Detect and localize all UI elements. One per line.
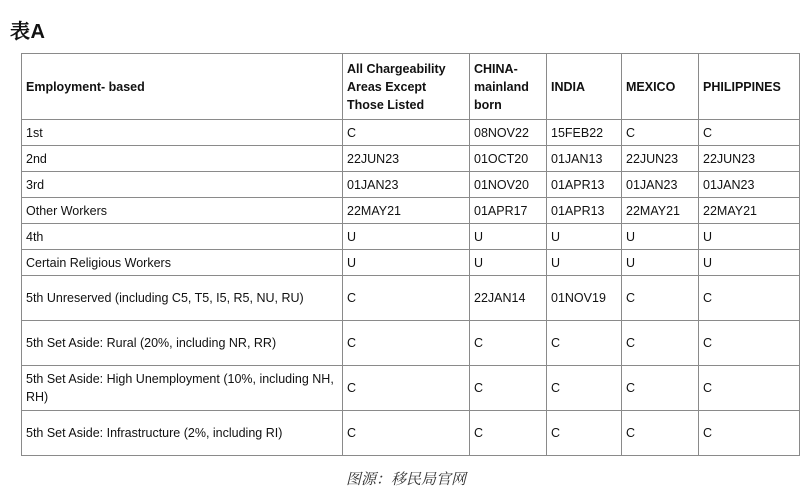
table-cell: C — [622, 411, 699, 456]
table-cell: U — [470, 224, 547, 250]
table-cell: 01OCT20 — [470, 146, 547, 172]
table-cell: C — [343, 120, 470, 146]
table-cell: U — [547, 250, 622, 276]
table-cell: C — [343, 321, 470, 366]
row-label: 5th Set Aside: Infrastructure (2%, including RI) — [22, 411, 343, 456]
row-label: 1st — [22, 120, 343, 146]
table-cell: 01JAN23 — [343, 172, 470, 198]
table-cell: U — [622, 250, 699, 276]
table-cell: C — [699, 120, 800, 146]
row-label: 5th Set Aside: Rural (20%, including NR, RR) — [22, 321, 343, 366]
table-cell: C — [622, 366, 699, 411]
table-cell: 22JUN23 — [699, 146, 800, 172]
table-cell: C — [699, 411, 800, 456]
table-row — [22, 120, 800, 146]
table-cell: 01APR13 — [547, 172, 622, 198]
table-cell: C — [699, 321, 800, 366]
table-row — [22, 224, 800, 250]
table-cell: C — [699, 276, 800, 321]
table-cell: C — [470, 411, 547, 456]
table-cell: C — [622, 276, 699, 321]
table-cell: C — [470, 321, 547, 366]
table-cell: U — [699, 250, 800, 276]
row-label: Certain Religious Workers — [22, 250, 343, 276]
table-cell: C — [470, 366, 547, 411]
table-cell: 22JUN23 — [343, 146, 470, 172]
table-cell: 01APR13 — [547, 198, 622, 224]
table-cell: 01NOV20 — [470, 172, 547, 198]
table-row — [22, 172, 800, 198]
row-label: 3rd — [22, 172, 343, 198]
table-cell: C — [622, 321, 699, 366]
table-row — [22, 146, 800, 172]
table-row — [22, 321, 800, 366]
table-cell: C — [547, 366, 622, 411]
column-header-china: CHINA- mainland born — [470, 54, 547, 120]
table-cell: C — [343, 276, 470, 321]
table-cell: C — [547, 411, 622, 456]
column-header-philippines: PHILIPPINES — [699, 54, 800, 120]
column-header-all-areas: All Chargeability Areas Except Those Listed — [343, 54, 470, 120]
table-cell: U — [343, 224, 470, 250]
page-title: 表A — [10, 21, 46, 43]
table-row — [22, 198, 800, 224]
table-cell: C — [699, 366, 800, 411]
table-cell: 22JAN14 — [470, 276, 547, 321]
table-cell: U — [343, 250, 470, 276]
row-label: 4th — [22, 224, 343, 250]
table-cell: 22MAY21 — [343, 198, 470, 224]
table-cell: 01APR17 — [470, 198, 547, 224]
table-cell: 15FEB22 — [547, 120, 622, 146]
table-cell: C — [547, 321, 622, 366]
table-row — [22, 250, 800, 276]
column-header-category: Employment- based — [22, 54, 343, 120]
visa-bulletin-table — [21, 53, 800, 456]
table-row — [22, 411, 800, 456]
table-cell: U — [622, 224, 699, 250]
table-cell: 22JUN23 — [622, 146, 699, 172]
row-label: 2nd — [22, 146, 343, 172]
table-cell: 01NOV19 — [547, 276, 622, 321]
table-row — [22, 276, 800, 321]
row-label: 5th Unreserved (including C5, T5, I5, R5, NU, RU) — [22, 276, 343, 321]
table-cell: C — [622, 120, 699, 146]
column-header-india: INDIA — [547, 54, 622, 120]
table-cell: C — [343, 411, 470, 456]
table-cell: C — [343, 366, 470, 411]
table-cell: 22MAY21 — [699, 198, 800, 224]
table-row — [22, 366, 800, 411]
table-cell: 08NOV22 — [470, 120, 547, 146]
table-cell: 22MAY21 — [622, 198, 699, 224]
table-cell: 01JAN23 — [622, 172, 699, 198]
table-header-row — [22, 54, 800, 120]
row-label: 5th Set Aside: High Unemployment (10%, including NH, RH) — [22, 366, 343, 411]
image-source-caption: 图源：移民局官网 — [345, 470, 466, 488]
table-cell: U — [547, 224, 622, 250]
table-cell: U — [470, 250, 547, 276]
table-cell: U — [699, 224, 800, 250]
row-label: Other Workers — [22, 198, 343, 224]
table-cell: 01JAN13 — [547, 146, 622, 172]
table-cell: 01JAN23 — [699, 172, 800, 198]
column-header-mexico: MEXICO — [622, 54, 699, 120]
